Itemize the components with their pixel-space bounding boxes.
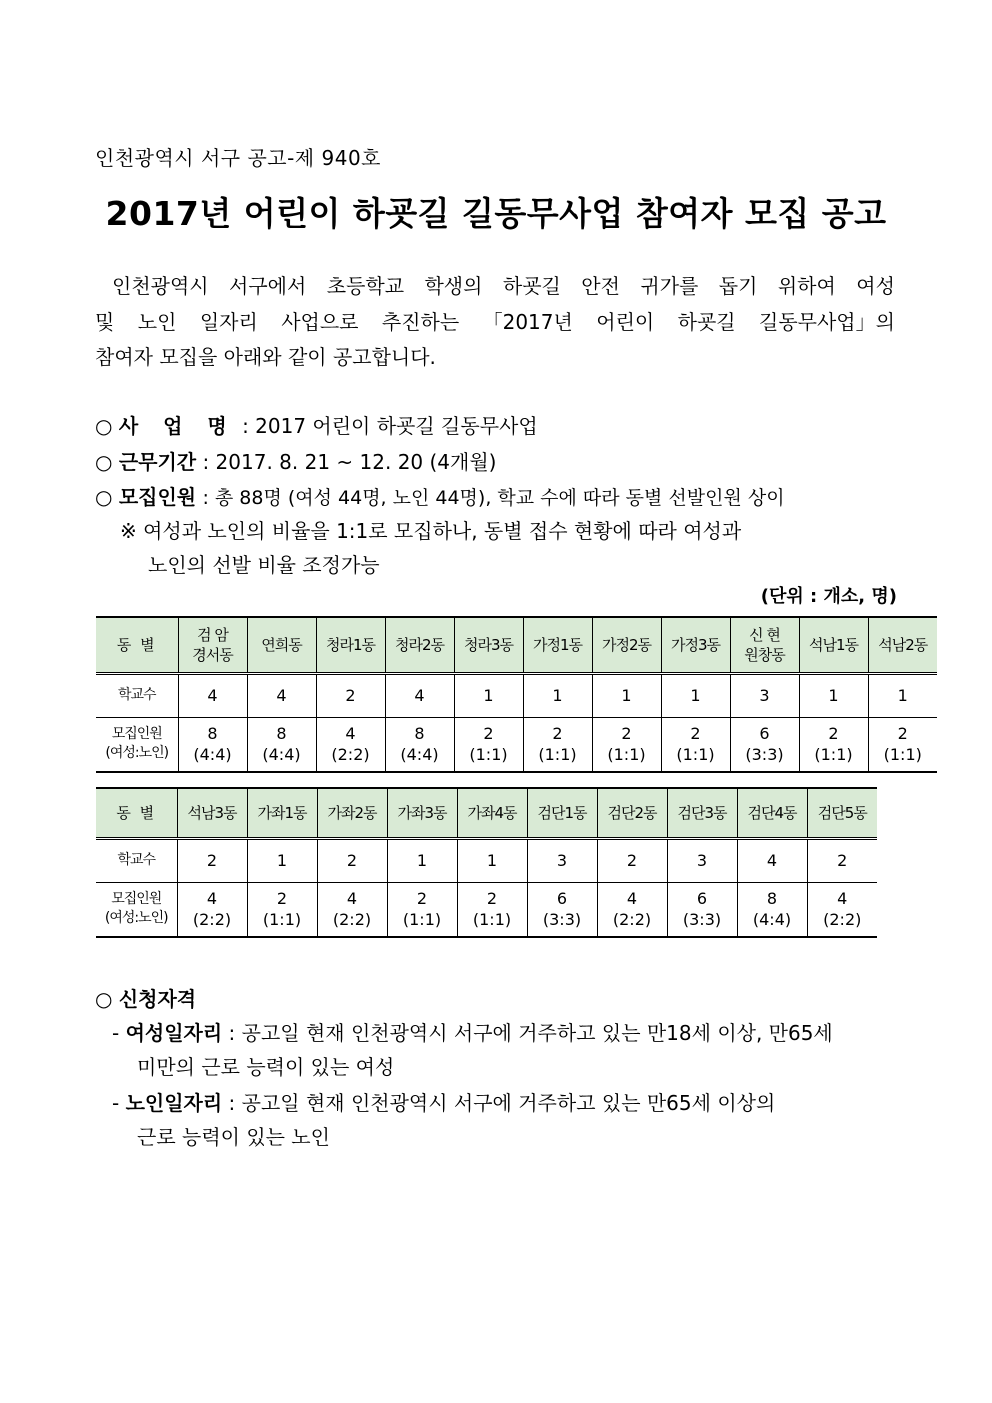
district-name-cell: 가좌2동: [317, 788, 387, 838]
women-job-text-2: 미만의 근로 능력이 있는 여성: [137, 1055, 395, 1079]
recruit-count-cell: 2 (1:1): [247, 882, 317, 937]
district-name-cell: 검단2동: [597, 788, 667, 838]
school-count-cell: 1: [868, 673, 937, 717]
project-name-value: : 2017 어린이 하굣길 길동무사업: [242, 414, 538, 438]
intro-word: 「2017년: [482, 310, 573, 334]
recruit-count-cell: 2 (1:1): [387, 882, 457, 937]
qualification-heading: ○ 신청자격: [95, 987, 197, 1011]
recruit-count-cell: 2 (1:1): [457, 882, 527, 937]
intro-word: 돕기: [718, 274, 758, 298]
recruit-count-cell: 2 (1:1): [592, 717, 661, 772]
intro-word: 어린이: [596, 310, 655, 334]
item-work-period: [95, 446, 496, 475]
school-count-cell: 1: [592, 673, 661, 717]
intro-word: 하굣길: [677, 310, 736, 334]
intro-word: 위하여: [777, 274, 836, 298]
page-title: 2017년 어린이 하굣길 길동무사업 참여자 모집 공고: [105, 194, 887, 233]
qualification-senior: [112, 1087, 775, 1116]
qualification-women: [112, 1017, 833, 1046]
senior-job-text-2: 근로 능력이 있는 노인: [137, 1125, 330, 1149]
school-count-cell: 4: [737, 838, 807, 882]
school-count-cell: 3: [730, 673, 799, 717]
intro-word: 서구에서: [229, 274, 307, 298]
district-name-cell: 검단1동: [527, 788, 597, 838]
recruit-count-cell: 8 (4:4): [178, 717, 247, 772]
school-count-cell: 2: [177, 838, 247, 882]
intro-line-2: [95, 306, 895, 335]
note-line-1: ※ 여성과 노인의 비율을 1:1로 모집하나, 동별 접수 현황에 따라 여성과: [120, 519, 742, 543]
schools-row-label: 학교수: [96, 673, 178, 717]
district-name-cell: 청라2동: [385, 617, 454, 673]
unit-label: (단위 : 개소, 명): [760, 586, 897, 607]
item-project-name: [95, 410, 538, 439]
school-count-cell: 3: [527, 838, 597, 882]
intro-word: 귀가를: [640, 274, 699, 298]
intro-line-1: [112, 270, 895, 299]
district-name-cell: 청라1동: [316, 617, 385, 673]
recruit-count-cell: 8 (4:4): [385, 717, 454, 772]
dash-bullet-icon: -: [112, 1021, 120, 1045]
district-name-cell: 검 암 경서동: [178, 617, 247, 673]
recruit-count-cell: 4 (2:2): [807, 882, 877, 937]
district-name-cell: 가좌3동: [387, 788, 457, 838]
recruit-row-label: 모집인원 (여성:노인): [96, 882, 177, 937]
intro-word: 학생의: [424, 274, 483, 298]
intro-word: 노인: [137, 310, 177, 334]
school-count-cell: 1: [661, 673, 730, 717]
district-name-cell: 연희동: [247, 617, 316, 673]
district-name-cell: 검단4동: [737, 788, 807, 838]
dash-bullet-icon: -: [112, 1091, 120, 1115]
recruit-count-cell: 6 (3:3): [527, 882, 597, 937]
district-name-cell: 가정2동: [592, 617, 661, 673]
district-name-cell: 신 현 원창동: [730, 617, 799, 673]
district-name-cell: 가좌1동: [247, 788, 317, 838]
school-count-cell: 2: [807, 838, 877, 882]
notice-number: 인천광역시 서구 공고-제 940호: [95, 146, 381, 170]
intro-word: 여성: [856, 274, 895, 298]
note-line-2: 노인의 선발 비율 조정가능: [148, 553, 380, 577]
district-name-cell: 석남1동: [799, 617, 868, 673]
recruit-count-cell: 2 (1:1): [868, 717, 937, 772]
recruit-table-2: [96, 787, 877, 938]
intro-word: 하굣길: [502, 274, 561, 298]
recruit-table-1: [96, 616, 937, 773]
recruit-count-cell: 2 (1:1): [454, 717, 523, 772]
recruit-count-cell: 6 (3:3): [667, 882, 737, 937]
recruit-count-cell: 4 (2:2): [177, 882, 247, 937]
senior-job-label: 노인일자리: [125, 1091, 223, 1115]
intro-word: 및: [95, 310, 115, 334]
recruit-count-cell: 6 (3:3): [730, 717, 799, 772]
school-count-cell: 2: [317, 838, 387, 882]
school-count-cell: 1: [387, 838, 457, 882]
intro-word: 길동무사업」의: [759, 310, 895, 334]
item-recruit-count: [95, 481, 785, 510]
intro-word: 초등학교: [326, 274, 405, 298]
intro-word: 일자리: [199, 310, 258, 334]
circle-bullet-icon: ○: [95, 485, 113, 509]
district-name-cell: 가정1동: [523, 617, 592, 673]
recruit-count-cell: 2 (1:1): [661, 717, 730, 772]
recruit-row-label: 모집인원 (여성:노인): [96, 717, 178, 772]
school-count-cell: 1: [523, 673, 592, 717]
school-count-cell: 2: [597, 838, 667, 882]
recruit-count-cell: 4 (2:2): [597, 882, 667, 937]
school-count-cell: 1: [457, 838, 527, 882]
intro-word: 추진하는: [381, 310, 460, 334]
district-name-cell: 검단3동: [667, 788, 737, 838]
recruit-count-cell: 8 (4:4): [737, 882, 807, 937]
recruit-count-cell: 4 (2:2): [317, 882, 387, 937]
school-count-cell: 1: [454, 673, 523, 717]
recruit-count-value: : 총 88명 (여성 44명, 노인 44명), 학교 수에 따라 동별 선발인원 상이: [202, 487, 785, 509]
school-count-cell: 3: [667, 838, 737, 882]
work-period-label: 근무기간: [118, 450, 197, 474]
district-header: 동 별: [96, 788, 177, 838]
intro-word: 사업으로: [281, 310, 359, 334]
intro-line-3: 참여자 모집을 아래와 같이 공고합니다.: [95, 345, 436, 369]
district-name-cell: 가정3동: [661, 617, 730, 673]
school-count-cell: 2: [316, 673, 385, 717]
intro-word: 안전: [581, 274, 620, 298]
intro-word: 인천광역시: [112, 274, 209, 298]
recruit-count-cell: 8 (4:4): [247, 717, 316, 772]
district-name-cell: 검단5동: [807, 788, 877, 838]
district-name-cell: 석남2동: [868, 617, 937, 673]
school-count-cell: 4: [385, 673, 454, 717]
women-job-text: : 공고일 현재 인천광역시 서구에 거주하고 있는 만18세 이상, 만65세: [228, 1021, 833, 1045]
project-name-label: 사 업 명: [118, 414, 236, 438]
women-job-label: 여성일자리: [125, 1021, 223, 1045]
school-count-cell: 1: [799, 673, 868, 717]
work-period-value: : 2017. 8. 21 ~ 12. 20 (4개월): [202, 450, 497, 474]
district-header: 동 별: [96, 617, 178, 673]
circle-bullet-icon: ○: [95, 987, 113, 1011]
circle-bullet-icon: ○: [95, 450, 113, 474]
district-name-cell: 청라3동: [454, 617, 523, 673]
schools-row-label: 학교수: [96, 838, 177, 882]
recruit-count-label: 모집인원: [118, 485, 197, 509]
school-count-cell: 4: [178, 673, 247, 717]
senior-job-text: : 공고일 현재 인천광역시 서구에 거주하고 있는 만65세 이상의: [228, 1091, 776, 1115]
recruit-count-cell: 4 (2:2): [316, 717, 385, 772]
circle-bullet-icon: ○: [95, 414, 113, 438]
district-name-cell: 가좌4동: [457, 788, 527, 838]
school-count-cell: 4: [247, 673, 316, 717]
recruit-count-cell: 2 (1:1): [799, 717, 868, 772]
school-count-cell: 1: [247, 838, 317, 882]
district-name-cell: 석남3동: [177, 788, 247, 838]
recruit-count-cell: 2 (1:1): [523, 717, 592, 772]
